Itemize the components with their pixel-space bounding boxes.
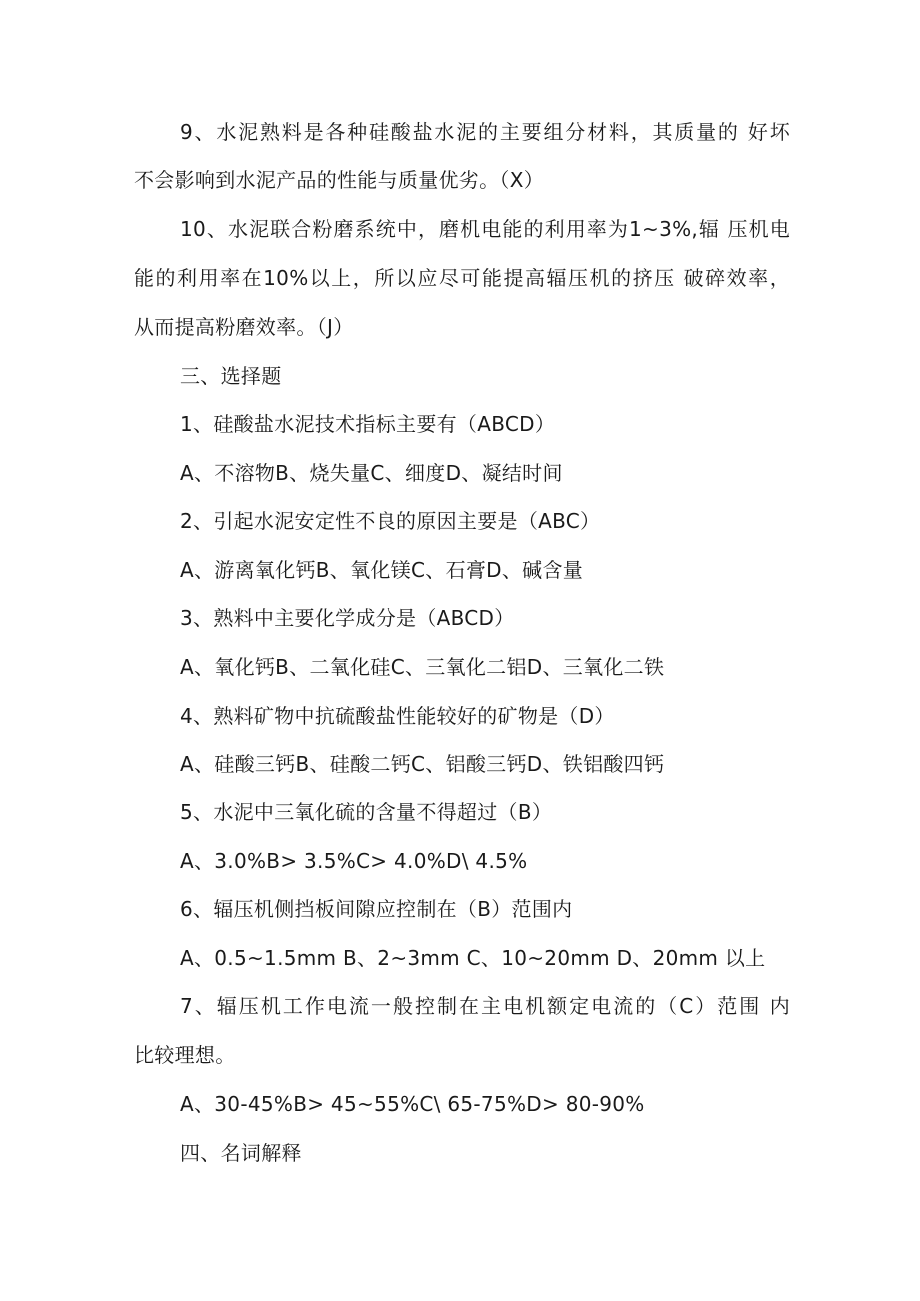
mc-options-3: A、氧化钙B、二氧化硅C、三氧化二铝D、三氧化二铁 [180,655,665,679]
mc-options-7: A、30-45%B> 45~55%C\ 65-75%D> 80-90% [180,1092,645,1116]
section-3-title: 三、选择题 [180,364,282,388]
mc-options-6: A、0.5~1.5mm B、2~3mm C、10~20mm D、20mm 以上 [180,946,766,970]
mc-options-5: A、3.0%B> 3.5%C> 4.0%D\ 4.5% [180,849,528,873]
section-4-title: 四、名词解释 [180,1141,302,1165]
mc-question-7-line-2: 比较理想。 [134,1043,236,1067]
mc-question-5: 5、水泥中三氧化硫的含量不得超过（B） [180,800,553,824]
mc-question-2: 2、引起水泥安定性不良的原因主要是（ABC） [180,509,601,533]
mc-options-2: A、游离氧化钙B、氧化镁C、石膏D、碱含量 [180,558,584,582]
question-9-line-1: 9、水泥熟料是各种硅酸盐水泥的主要组分材料，其质量的 好坏 [180,120,790,144]
question-10-line-1: 10、水泥联合粉磨系统中，磨机电能的利用率为1~3%,辐 压机电 [180,217,790,241]
mc-options-4: A、硅酸三钙B、硅酸二钙C、铝酸三钙D、铁铝酸四钙 [180,752,665,776]
question-10-line-2: 能的利用率在10%以上，所以应尽可能提高辐压机的挤压 破碎效率， [134,266,790,290]
question-10-line-3: 从而提高粉磨效率。（J） [134,315,354,339]
mc-question-7-line-1: 7、辐压机工作电流一般控制在主电机额定电流的（C）范围 内 [180,994,790,1018]
mc-question-4: 4、熟料矿物中抗硫酸盐性能较好的矿物是（D） [180,704,615,728]
mc-question-3: 3、熟料中主要化学成分是（ABCD） [180,606,515,630]
question-9-line-2: 不会影响到水泥产品的性能与质量优劣。（X） [134,168,545,192]
mc-options-1: A、不溶物B、烧失量C、细度D、凝结时间 [180,461,563,485]
mc-question-1: 1、硅酸盐水泥技术指标主要有（ABCD） [180,412,556,436]
mc-question-6: 6、辐压机侧挡板间隙应控制在（B）范围内 [180,897,573,921]
